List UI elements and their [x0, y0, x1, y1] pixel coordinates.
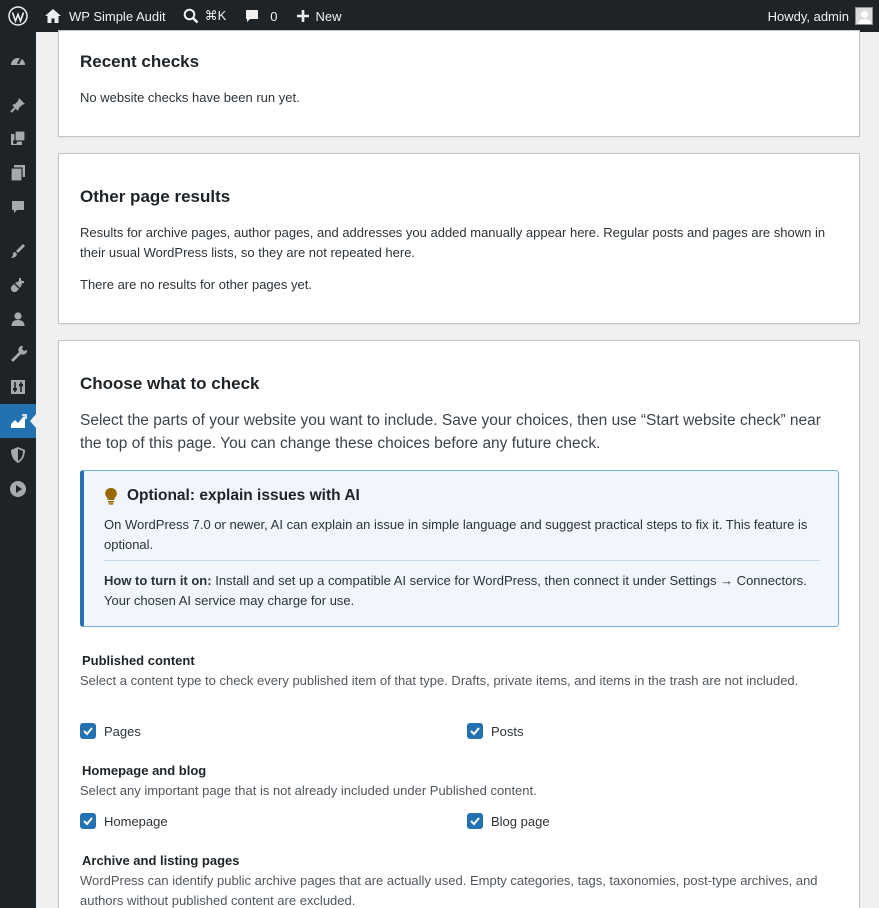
- checkmark-icon: [82, 815, 94, 827]
- other-results-empty: There are no results for other pages yet.: [80, 277, 312, 292]
- other-results-card: [58, 153, 860, 324]
- account-menu[interactable]: [768, 0, 879, 32]
- home-icon: [44, 8, 62, 24]
- posts-checkbox[interactable]: [467, 723, 483, 739]
- ai-notice-howto: [104, 571, 824, 611]
- greeting: Howdy, admin: [767, 8, 849, 24]
- pin-icon[interactable]: [0, 88, 36, 122]
- wordpress-logo-icon[interactable]: [0, 0, 36, 32]
- command-search-button[interactable]: [175, 0, 237, 32]
- choose-lead: Select the parts of your website you want to include. Save your choices, then use “Start website check” near the top of this page. You can change these choices before any future check.: [80, 412, 821, 452]
- choose-title: Choose what to check: [80, 374, 260, 393]
- dashboard-icon[interactable]: [0, 44, 36, 78]
- site-name: WP Simple Audit: [69, 8, 166, 24]
- media-icon[interactable]: [0, 122, 36, 156]
- other-results-description: Results for archive pages, author pages, and addresses you added manually appear here. Regular posts and pages are shown in their usual WordPress lists, so they are not repeated here.: [80, 225, 826, 260]
- new-label: New: [315, 8, 342, 24]
- ai-howto-label: How to turn it on:: [104, 573, 212, 588]
- pages-checkbox-row[interactable]: [80, 723, 141, 739]
- plus-icon: [296, 9, 310, 23]
- users-icon[interactable]: [0, 302, 36, 336]
- comments-count: 0: [270, 8, 278, 24]
- posts-label: Posts: [491, 723, 524, 739]
- admin-bar: [0, 0, 879, 32]
- audit-icon[interactable]: [0, 404, 36, 438]
- tools-icon[interactable]: [0, 336, 36, 370]
- comments-link[interactable]: [236, 0, 287, 32]
- checkmark-icon: [469, 725, 481, 737]
- ai-notice-title: Optional: explain issues with AI: [127, 487, 360, 504]
- lightbulb-icon: [104, 487, 118, 505]
- blog-page-checkbox-row[interactable]: [467, 813, 550, 829]
- search-icon: [183, 8, 199, 24]
- homepage-checkbox-row[interactable]: [80, 813, 168, 829]
- archives-description: WordPress can identify public archive pages that are actually used. Empty categories, tags, taxonomies, post-type archives, and authors without published content are excluded.: [80, 873, 818, 908]
- ai-howto-text: Install and set up a compatible AI service for WordPress, then connect it under Settings → Connectors. Your chosen AI service may charge for use.: [104, 573, 807, 608]
- ai-notice-divider: [104, 560, 820, 561]
- admin-menu: [0, 32, 36, 908]
- checkmark-icon: [82, 725, 94, 737]
- recent-checks-title: Recent checks: [80, 52, 200, 71]
- shield-icon[interactable]: [0, 438, 36, 472]
- comments-icon[interactable]: [0, 190, 36, 224]
- pages-checkbox[interactable]: [80, 723, 96, 739]
- ai-notice-body: On WordPress 7.0 or newer, AI can explain an issue in simple language and suggest practical steps to fix it. This feature is optional.: [104, 517, 808, 552]
- plugins-icon[interactable]: [0, 268, 36, 302]
- site-name-link[interactable]: [36, 0, 175, 32]
- published-title: Published content: [82, 653, 195, 668]
- recent-checks-card: [58, 30, 860, 137]
- comment-bubble-icon: [244, 8, 260, 24]
- settings-icon[interactable]: [0, 370, 36, 404]
- search-shortcut: ⌘K: [204, 8, 227, 23]
- choose-card: [58, 340, 860, 908]
- recent-checks-empty: No website checks have been run yet.: [80, 90, 300, 105]
- ai-notice: [80, 470, 839, 627]
- pages-label: Pages: [104, 723, 141, 739]
- ai-notice-title-row: [104, 487, 360, 505]
- posts-checkbox-row[interactable]: [467, 723, 524, 739]
- blog-page-checkbox[interactable]: [467, 813, 483, 829]
- homepage-title: Homepage and blog: [82, 763, 207, 778]
- pages-icon[interactable]: [0, 156, 36, 190]
- blog-page-label: Blog page: [491, 813, 550, 829]
- archives-title: Archive and listing pages: [82, 853, 240, 868]
- new-content-button[interactable]: [288, 0, 350, 32]
- homepage-description: Select any important page that is not already included under Published content.: [80, 783, 537, 798]
- play-icon[interactable]: [0, 472, 36, 506]
- homepage-label: Homepage: [104, 813, 168, 829]
- appearance-icon[interactable]: [0, 234, 36, 268]
- other-results-title: Other page results: [80, 187, 231, 206]
- published-description: Select a content type to check every published item of that type. Drafts, private items, and items in the trash are not included.: [80, 673, 799, 688]
- avatar: [855, 7, 873, 25]
- homepage-checkbox[interactable]: [80, 813, 96, 829]
- checkmark-icon: [469, 815, 481, 827]
